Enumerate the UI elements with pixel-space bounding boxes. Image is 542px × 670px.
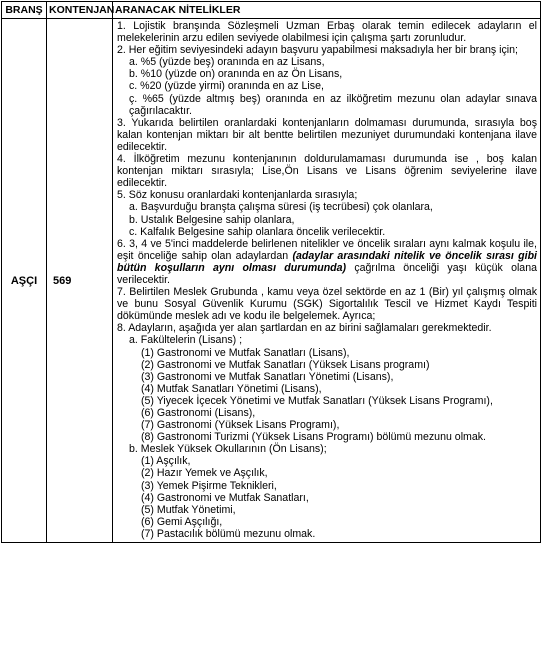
- branch-cell: AŞÇI: [2, 19, 47, 543]
- item-8a-4: (4) Mutfak Sanatları Yönetimi (Lisans),: [141, 382, 322, 395]
- item-2d: ç. %65 (yüzde altmış beş) oranında en az ilköğretim mezunu olan adaylar sınava çağırılacaktır.: [129, 92, 537, 117]
- header-qualifications: ARANACAK NİTELİKLER: [113, 2, 541, 19]
- item-1: 1. Lojistik branşında Sözleşmeli Uzman Erbaş olarak temin edilecek adayların el melekelerinin arzu edilen seviyede olabilmesi için çalışma şartı zorunludur.: [117, 20, 537, 45]
- table-header-row: [2, 2, 541, 19]
- header-branch: BRANŞ: [2, 2, 47, 19]
- item-8b-1: (1) Aşçılık,: [141, 455, 191, 468]
- item-8: 8. Adayların, aşağıda yer alan şartlardan en az birini sağlamaları gerekmektedir.: [117, 322, 492, 335]
- item-5c: c. Kalfalık Belgesine sahip olanlara öncelik verilecektir.: [129, 225, 386, 238]
- qualifications-table: [1, 1, 541, 543]
- quota-cell: 569: [47, 19, 113, 543]
- item-8a-1: (1) Gastronomi ve Mutfak Sanatları (Lisans),: [141, 346, 350, 359]
- item-2b: b. %10 (yüzde on) oranında en az Ön Lisans,: [129, 68, 343, 81]
- item-2: 2. Her eğitim seviyesindeki adayın başvuru yapabilmesi maksadıyla her bir branş için;: [117, 44, 518, 57]
- item-4: 4. İlköğretim mezunu kontenjanının doldurulamaması durumunda ise , boş kalan kontenjan miktarı sırasıyla; Lise,Ön Lisans ve Lisans öğrenim seviyelerine ilave edilecektir.: [117, 153, 537, 190]
- item-8b-7: (7) Pastacılık bölümü mezunu olmak.: [141, 527, 316, 540]
- item-8a-5: (5) Yiyecek İçecek Yönetimi ve Mutfak Sanatları (Yüksek Lisans Programı),: [141, 394, 493, 407]
- item-8a-6: (6) Gastronomi (Lisans),: [141, 407, 256, 419]
- item-6-tail: çağrılma önceliği yaşı küçük olana verilecektir.: [117, 261, 537, 286]
- item-8a-7: (7) Gastronomi (Yüksek Lisans Programı),: [141, 419, 340, 432]
- item-6: [117, 238, 537, 286]
- item-8b-3: (3) Yemek Pişirme Teknikleri,: [141, 479, 277, 492]
- item-2a: a. %5 (yüzde beş) oranında en az Lisans,: [129, 56, 325, 69]
- item-6-text: 6. 3, 4 ve 5'inci maddelerde belirlenen nitelikler ve öncelik sıraları aynı kalmak koşulu ile, eşit önceliğe sahip olan adaylardan: [117, 237, 537, 262]
- item-8b-6: (6) Gemi Aşçılığı,: [141, 515, 223, 528]
- item-2c: c. %20 (yüzde yirmi) oranında en az Lise,: [129, 80, 324, 93]
- item-3: 3. Yukarıda belirtilen oranlardaki kontenjanların dolmaması durumunda, sırasıyla boş kalan kontenjan miktarı bir alt bentte belirtilen mezuniyet durumundaki kontenjana ilave edilecektir.: [117, 116, 537, 153]
- item-7: 7. Belirtilen Meslek Grubunda , kamu veya özel sektörde en az 1 (Bir) yıl çalışmış olmak ve bunu Sosyal Güvenlik Kurumu (SGK) Sigortalılık Tescil ve Hizmet Kaydı Tespiti dökümünde meslek adı ve kodu ile belgelemek. Ayrıca;: [117, 286, 537, 323]
- item-8a: a. Fakültelerin (Lisans) ;: [129, 334, 243, 347]
- item-5: 5. Söz konusu oranlardaki kontenjanlarda sırasıyla;: [117, 189, 358, 202]
- item-8b-2: (2) Hazır Yemek ve Aşçılık,: [141, 467, 268, 480]
- item-8b: b. Meslek Yüksek Okullarının (Ön Lisans);: [129, 443, 327, 456]
- qualifications-cell: [113, 19, 541, 543]
- item-8a-3: (3) Gastronomi ve Mutfak Sanatları Yönetimi (Lisans),: [141, 370, 394, 383]
- item-5b: b. Ustalık Belgesine sahip olanlara,: [129, 213, 295, 226]
- table-row: [2, 19, 541, 543]
- item-8a-2: (2) Gastronomi ve Mutfak Sanatları (Yüksek Lisans programı): [141, 358, 430, 371]
- header-quota: KONTENJAN: [47, 2, 113, 19]
- item-5a: a. Başvurduğu branşta çalışma süresi (iş tecrübesi) çok olanlara,: [129, 201, 433, 214]
- item-8b-4: (4) Gastronomi ve Mutfak Sanatları,: [141, 491, 309, 504]
- item-8b-5: (5) Mutfak Yönetimi,: [141, 503, 236, 516]
- item-6-emphasis: (adaylar arasındaki nitelik ve öncelik sırası gibi bütün koşulların aynı olması durumunda): [117, 249, 537, 274]
- item-8a-8: (8) Gastronomi Turizmi (Yüksek Lisans Programı) bölümü mezunu olmak.: [141, 431, 487, 444]
